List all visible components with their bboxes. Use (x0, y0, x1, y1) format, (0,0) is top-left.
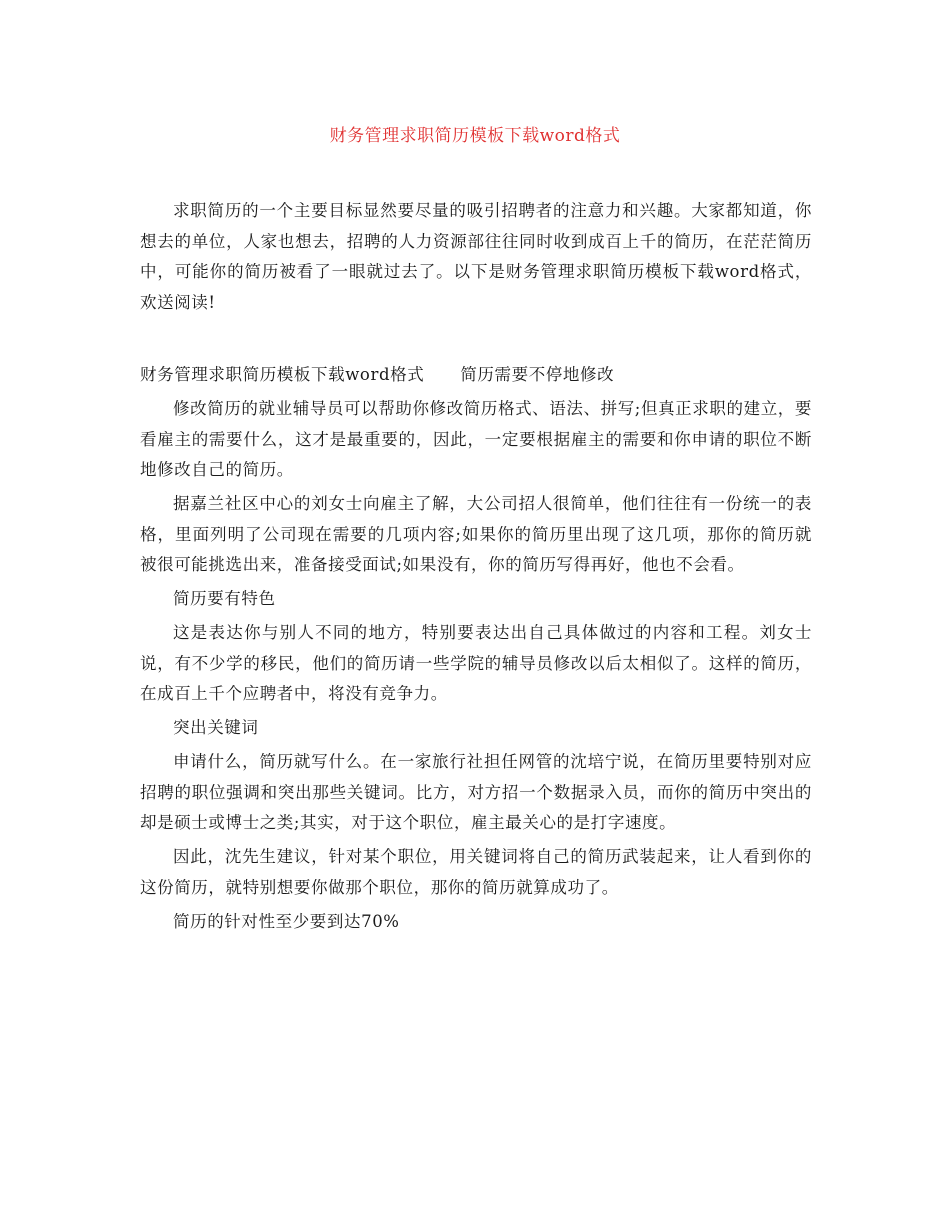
section-subtitle: 简历需要不停地修改 (460, 365, 615, 384)
paragraph-keywords-advice: 因此，沈先生建议，针对某个职位，用关键词将自己的简历武装起来，让人看到你的这份简历，就特别想要你做那个职位，那你的简历就算成功了。 (140, 847, 812, 897)
paragraph-features: 这是表达你与别人不同的地方，特别要表达出自己具体做过的内容和工程。刘女士说，有不少学的移民，他们的简历请一些学院的辅导员修改以后太相似了。这样的简历，在成百上千个应聘者中，将没有竞争力。 (140, 623, 812, 703)
section-heading-line (140, 360, 812, 391)
section-title: 财务管理求职简历模板下载word格式 (140, 365, 425, 384)
paragraph-keywords: 申请什么，简历就写什么。在一家旅行社担任网管的沈培宁说，在简历里要特别对应招聘的职位强调和突出那些关键词。比方，对方招一个数据录入员，而你的简历中突出的却是硕士或博士之类;其实，对于这个职位，雇主最关心的是打字速度。 (140, 752, 812, 832)
document-body (140, 196, 812, 941)
heading-targeting: 简历的针对性至少要到达70% (173, 911, 400, 931)
heading-keywords: 突出关键词 (173, 718, 259, 737)
heading-features: 简历要有特色 (173, 589, 276, 608)
paragraph-employer-form: 据嘉兰社区中心的刘女士向雇主了解，大公司招人很简单，他们往往有一份统一的表格，里面列明了公司现在需要的几项内容;如果你的简历里出现了这几项，那你的简历就被很可能挑选出来，准备接受面试;如果没有，你的简历写得再好，他也不会看。 (140, 494, 812, 574)
intro-paragraph: 求职简历的一个主要目标显然要尽量的吸引招聘者的注意力和兴趣。大家都知道，你想去的单位，人家也想去，招聘的人力资源部往往同时收到成百上千的简历，在茫茫简历中，可能你的简历被看了一眼就过去了。以下是财务管理求职简历模板下载word格式，欢送阅读! (140, 201, 812, 312)
document-title: 财务管理求职简历模板下载word格式 (329, 126, 621, 146)
paragraph-revise: 修改简历的就业辅导员可以帮助你修改简历格式、语法、拼写;但真正求职的建立，要看雇主的需要什么，这才是最重要的，因此，一定要根据雇主的需要和你申请的职位不断地修改自己的简历。 (140, 399, 812, 479)
